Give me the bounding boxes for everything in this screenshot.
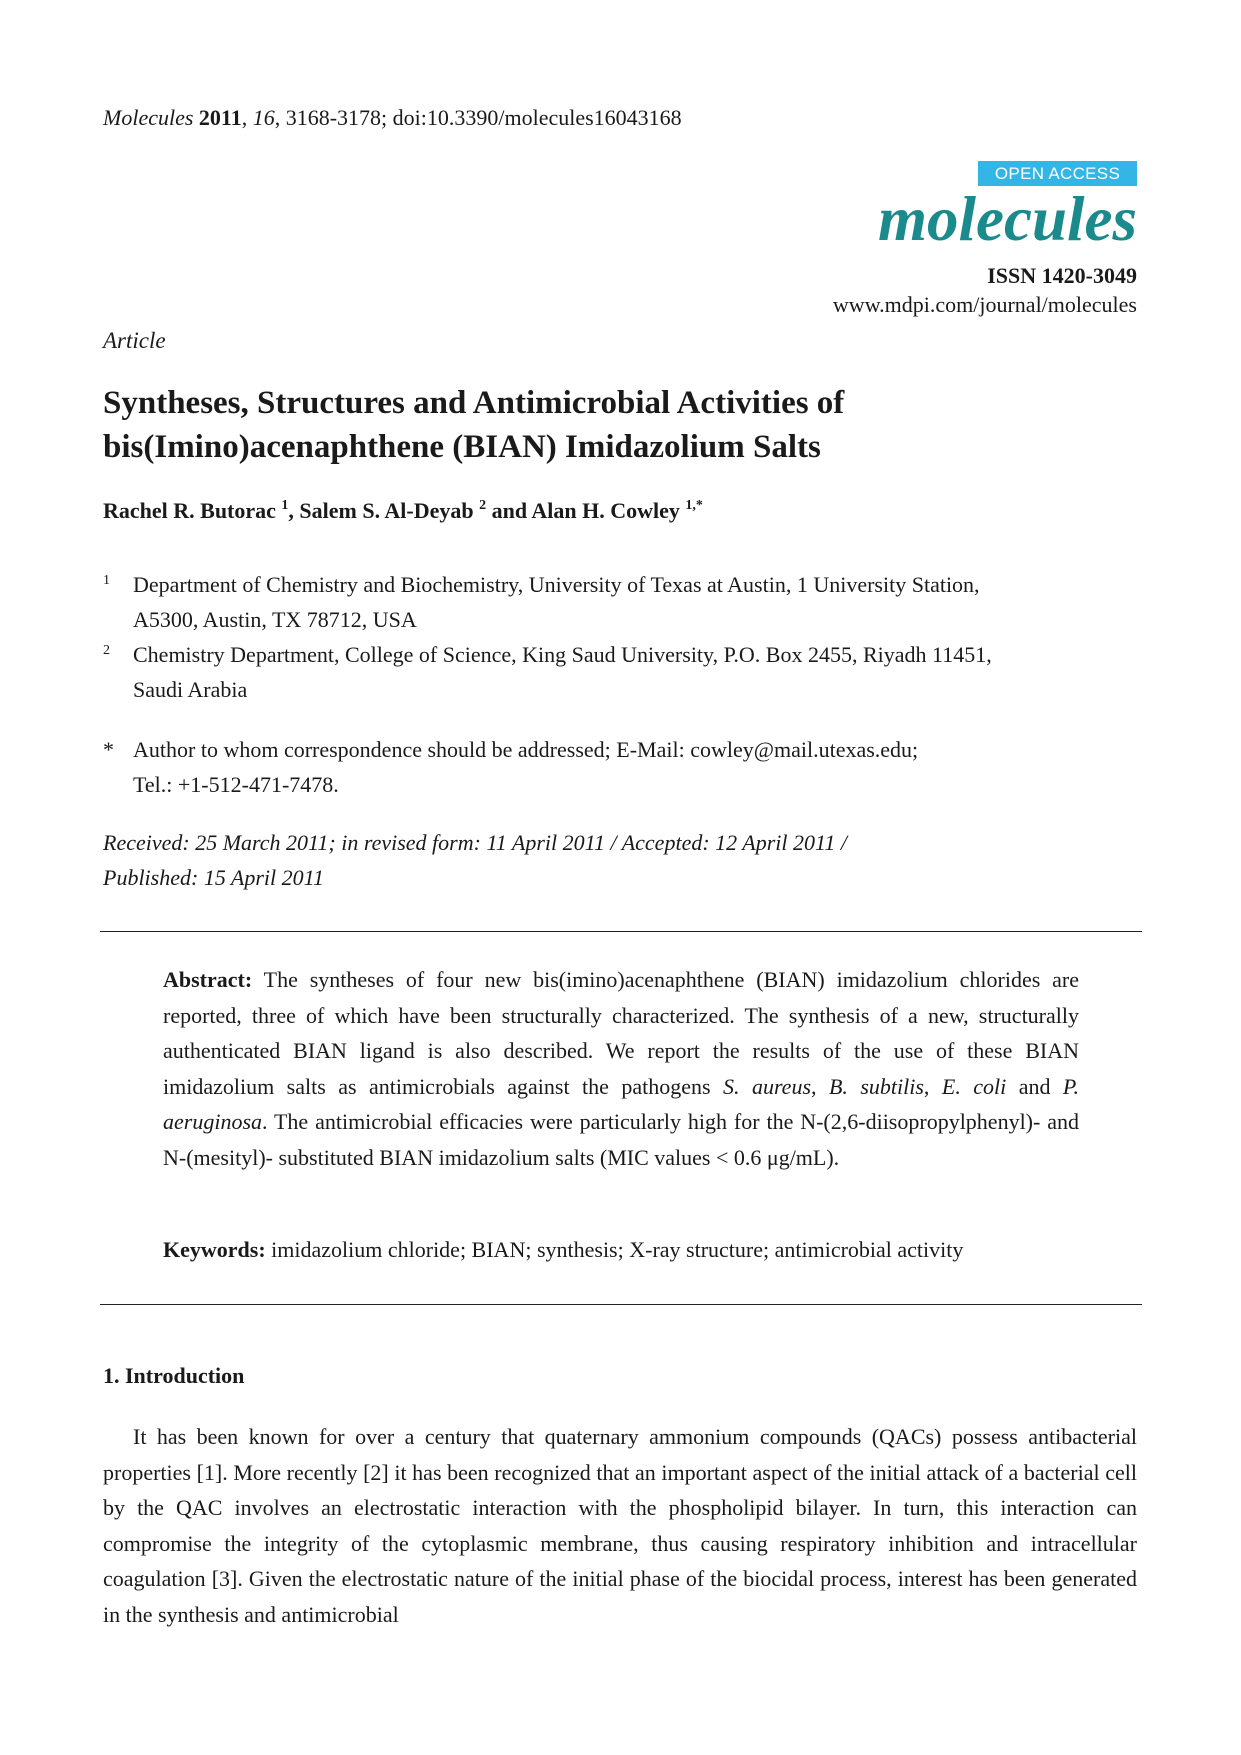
journal-year: 2011: [198, 105, 242, 130]
title-line-1: Syntheses, Structures and Antimicrobial Activities of: [103, 385, 845, 421]
affiliation-line: Chemistry Department, College of Science, King Saud University, P.O. Box 2455, Riyadh 11451,: [133, 642, 992, 667]
abstract-text: The syntheses of four new bis(imino)acenaphthene (BIAN) imidazolium chlorides are reported, three of which have been structurally characterized. The synthesis of a new, structurally authenticated BIAN ligand is also described. We report the results of the use of these BIAN imidazolium salts as antimicrobials against the pathogens: [163, 967, 1079, 1099]
affiliation-line: A5300, Austin, TX 78712, USA: [133, 607, 417, 632]
affiliation-line: Saudi Arabia: [133, 677, 248, 702]
section-heading: 1. Introduction: [103, 1363, 245, 1388]
abstract-label: Abstract:: [163, 967, 253, 992]
title-line-2: bis(Imino)acenaphthene (BIAN) Imidazolium Salts: [103, 429, 821, 465]
affiliation-1: [103, 567, 1143, 637]
article-type: Article: [103, 328, 166, 353]
introduction-paragraph: It has been known for over a century that quaternary ammonium compounds (QACs) possess antibacterial properties [1]. More recently [2] it has been recognized that an important aspect of the initial attack of a bacterial cell by the QAC involves an electrostatic interaction with the phospholipid bilayer. In turn, this interaction can compromise the integrity of the cytoplasmic membrane, thus causing respiratory inhibition and intracellular coagulation [3]. Given the electrostatic nature of the initial phase of the biocidal process, interest has been generated in the synthesis and antimicrobial: [103, 1424, 1137, 1627]
correspondence-note: [103, 732, 1143, 802]
correspondence-line: Tel.: +1-512-471-7478.: [133, 772, 339, 797]
abstract-separator: ,: [811, 1073, 829, 1099]
correspondence-mark: *: [103, 737, 114, 762]
citation-line: Molecules 2011, 16, 3168-3178; doi:10.3390/molecules16043168: [103, 105, 682, 130]
abstract: [163, 962, 1079, 1175]
dates-line: Published: 15 April 2011: [103, 865, 325, 890]
abstract-text: . The antimicrobial efficacies were particularly high for the N-(2,6-diisopropylphenyl)- and N-(mesityl)- substituted BIAN imidazolium salts (MIC values < 0.6 μg/mL).: [163, 1109, 1079, 1170]
affiliation-mark: 2: [103, 643, 110, 658]
keywords: [163, 1235, 1093, 1265]
journal-logo: molecules: [878, 184, 1137, 254]
author-affiliation-mark: 1,*: [685, 498, 703, 513]
author-affiliation-mark: 2: [479, 498, 487, 513]
author-name: Alan H. Cowley: [531, 498, 686, 523]
affiliation-line: Department of Chemistry and Biochemistry, University of Texas at Austin, 1 University Station,: [133, 572, 980, 597]
organism-name: B. subtilis: [828, 1073, 924, 1099]
journal-name: Molecules: [103, 105, 194, 130]
affiliation-mark: 1: [103, 573, 110, 588]
abstract-separator: ,: [923, 1073, 942, 1099]
organism-name: E. coli: [941, 1073, 1007, 1099]
author-affiliation-mark: 1: [281, 498, 289, 513]
divider: [100, 1304, 1142, 1305]
keywords-label: Keywords:: [163, 1237, 266, 1262]
paper-title: [103, 381, 1143, 469]
publication-dates: [103, 825, 1143, 895]
organism-name: S. aureus: [723, 1073, 812, 1099]
author-list: [103, 496, 703, 526]
keywords-text: imidazolium chloride; BIAN; synthesis; X-ray structure; antimicrobial activity: [265, 1237, 964, 1262]
author-separator: ,: [288, 498, 300, 523]
correspondence-line: Author to whom correspondence should be addressed; E-Mail: cowley@mail.utexas.edu;: [133, 737, 919, 762]
author-name: Salem S. Al-Deyab: [299, 498, 480, 523]
open-access-badge: OPEN ACCESS: [978, 161, 1137, 186]
organism-name: P. aeruginosa: [163, 1073, 1080, 1134]
issn: ISSN 1420-3049: [987, 263, 1137, 288]
author-separator: and: [486, 498, 532, 523]
journal-volume: 16: [252, 105, 275, 130]
affiliation-2: [103, 637, 1143, 707]
dates-line: Received: 25 March 2011; in revised form: 11 April 2011 / Accepted: 12 April 2011 /: [103, 830, 847, 855]
divider: [100, 931, 1142, 932]
abstract-separator: and: [1006, 1073, 1063, 1099]
author-name: Rachel R. Butorac: [103, 498, 282, 523]
journal-url[interactable]: www.mdpi.com/journal/molecules: [832, 292, 1137, 317]
pages-doi: , 3168-3178; doi:10.3390/molecules16043168: [274, 105, 682, 130]
